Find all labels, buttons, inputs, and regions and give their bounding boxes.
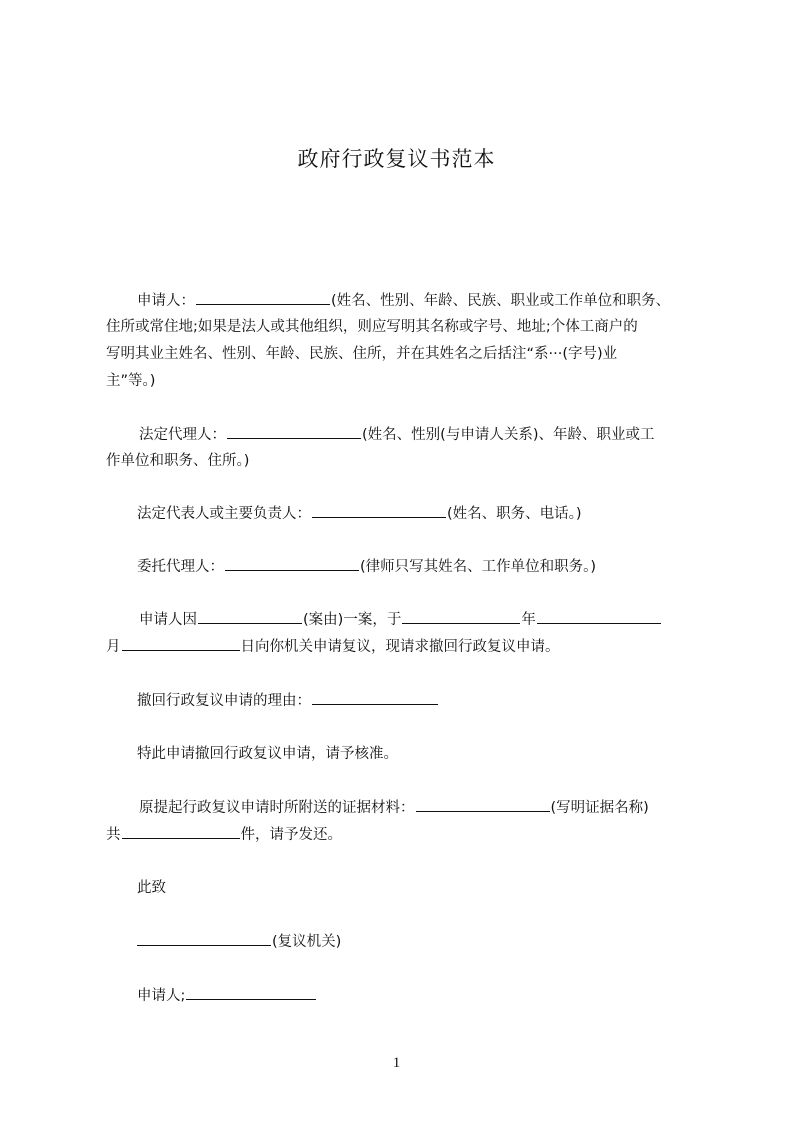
evidence-text-2: (写明证据名称) (550, 800, 649, 816)
entrusted-agent-blank[interactable] (225, 556, 359, 571)
applicant-note-3: 写明其业主姓名、性别、年龄、民族、住所，并在其姓名之后括注“系···(字号)业 (106, 346, 618, 362)
entrusted-agent-line (137, 554, 596, 580)
legal-rep-line (137, 501, 582, 527)
year-blank[interactable] (402, 609, 520, 624)
evidence-text-3: 共 (106, 827, 121, 843)
legal-agent-label: 法定代理人： (139, 427, 226, 443)
reason-line (137, 688, 439, 714)
authority-blank[interactable] (137, 931, 271, 946)
applicant-sign-blank[interactable] (186, 985, 316, 1000)
salutation-line (137, 875, 166, 901)
statement-line2 (106, 634, 560, 660)
reason-blank[interactable] (312, 690, 438, 705)
applicant-sign-line (137, 983, 317, 1009)
legal-rep-blank[interactable] (312, 503, 446, 518)
applicant-note-1: (姓名、性别、年龄、民族、职业或工作单位和职务、 (331, 293, 671, 309)
case-cause-blank[interactable] (198, 609, 302, 624)
applicant-sign-label: 申请人; (137, 988, 186, 1004)
applicant-line3 (106, 341, 617, 367)
legal-rep-note: (姓名、职务、电话。) (447, 506, 582, 522)
statement-text-2: (案由)一案，于 (303, 612, 402, 628)
authority-note: (复议机关) (272, 934, 342, 950)
applicant-note-4: 主”等。) (106, 373, 156, 389)
legal-rep-label: 法定代表人或主要负责人： (137, 506, 311, 522)
statement-text-1: 申请人因 (139, 612, 197, 628)
applicant-label: 申请人： (137, 293, 195, 309)
evidence-text-1: 原提起行政复议申请时所附送的证据材料： (139, 800, 415, 816)
applicant-blank[interactable] (196, 290, 330, 305)
entrusted-agent-label: 委托代理人： (137, 559, 224, 575)
statement-line1 (139, 607, 662, 633)
legal-agent-blank[interactable] (227, 424, 361, 439)
entrusted-agent-note: (律师只写其姓名、工作单位和职务。) (360, 559, 597, 575)
statement-text-5: 日向你机关申请复议，现请求撤回行政复议申请。 (240, 639, 560, 655)
evidence-line1 (139, 795, 649, 821)
evidence-count-blank[interactable] (122, 824, 240, 839)
statement-year-label: 年 (521, 612, 536, 628)
day-blank[interactable] (122, 636, 240, 651)
legal-agent-note-2: 作单位和职务、住所。) (106, 453, 250, 469)
evidence-name-blank[interactable] (416, 797, 550, 812)
legal-agent-line1 (139, 422, 654, 448)
document-title: 政府行政复议书范本 (297, 147, 496, 171)
evidence-text-4: 件，请予发还。 (240, 827, 342, 843)
legal-agent-line2 (106, 448, 249, 474)
salutation-text: 此致 (137, 880, 166, 896)
request-text: 特此申请撤回行政复议申请，请予核准。 (137, 746, 398, 762)
evidence-line2 (106, 822, 342, 848)
applicant-line1 (137, 288, 670, 314)
applicant-line2 (106, 314, 638, 340)
statement-month-label: 月 (106, 639, 121, 655)
request-line (137, 741, 398, 767)
legal-agent-note-1: (姓名、性别(与申请人关系)、年龄、职业或工 (362, 427, 655, 443)
applicant-line4 (106, 368, 155, 394)
authority-line (137, 929, 341, 955)
month-blank[interactable] (537, 609, 661, 624)
applicant-note-2: 住所或常住地;如果是法人或其他组织，则应写明其名称或字号、地址;个体工商户的 (106, 319, 638, 335)
reason-label: 撤回行政复议申请的理由： (137, 693, 311, 709)
page-number: 1 (392, 1055, 401, 1071)
